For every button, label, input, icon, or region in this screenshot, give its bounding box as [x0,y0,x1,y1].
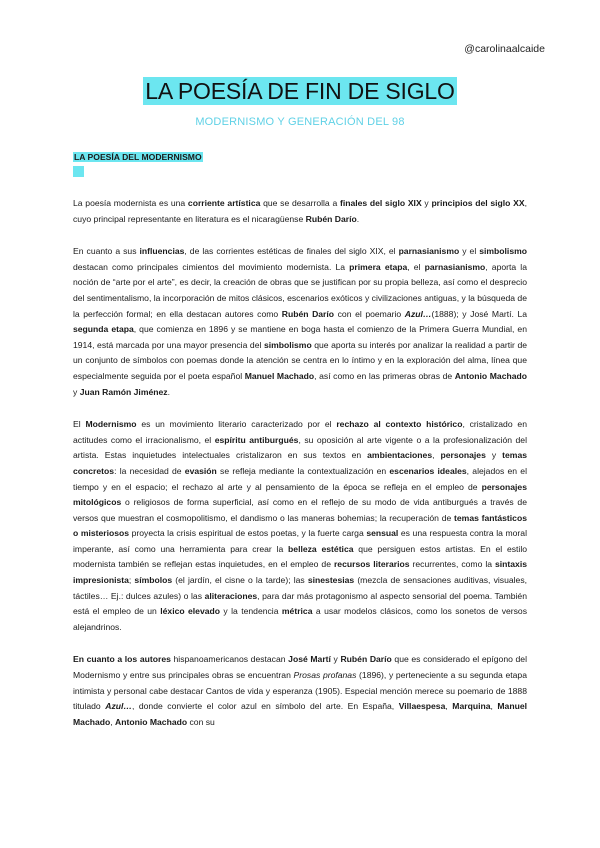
emphasis-bold: Antonio Machado [115,716,188,727]
emphasis-bold: léxico elevado [160,606,221,617]
emphasis-bold: En cuanto a los autores [73,654,171,665]
emphasis-bold: principios del siglo XX [431,198,525,208]
emphasis-bold: Manuel Machado [73,701,527,727]
emphasis-bold: belleza estética [288,543,354,554]
body-text [73,196,527,747]
emphasis-bold: símbolos [134,575,173,586]
emphasis-italic: Prosas profanas [293,670,357,681]
emphasis-bold: Modernismo [85,419,137,430]
emphasis-bold: sinestesias [307,575,355,586]
paragraph-intro: La poesía modernista es una corriente artística que se desarrolla a finales del siglo XIX y principios del siglo XX, cuyo principal representante en literatura es el nicaragüense Rubén Darío. [73,198,528,224]
emphasis-bold: personajes [440,450,486,461]
emphasis-bold: simbolismo [263,339,312,350]
emphasis-bold: segunda etapa [73,324,134,335]
title-container [0,77,600,105]
emphasis-bold: temas concretos [73,450,527,476]
page-subtitle: MODERNISMO Y GENERACIÓN DEL 98 [195,116,405,128]
emphasis-bold: evasión [184,465,217,476]
emphasis-bold: rechazo al contexto histórico [336,419,463,430]
emphasis-bold: sintaxis impresionista [73,559,528,586]
paragraph-characteristics: El Modernismo es un movimiento literario caracterizado por el rechazo al contexto histórico, cristalizado en actitudes como el irracionalismo, el espíritu antiburgués, su oposición al arte vigente o a la profesionalización del artista. Estas inquietudes intelectuales cristalizaron en sus textos en ambientaciones, personajes y temas concretos: la necesidad de evasión se refleja mediante la contextualización en escenarios ideales, alejados en el tiempo y en el espacio; el rechazo al arte y al pensamiento de la época se refleja en el empleo de personajes mitológicos o religiosos de forma superficial, así como en el reflejo de su modo de vida antiburgués a través de versos que muestran el cosmopolitismo, el dandismo o las maneras bohemias; la recuperación de temas fantásticos o misteriosos proyecta la crisis espiritual de estos poetas, y la fuerte carga sensual es una respuesta contra la moral imperante, así como una herramienta para crear la belleza estética que persiguen estos artistas. En el estilo modernista también se reflejan estas inquietudes, en el empleo de recursos literarios recurrentes, como la sintaxis impresionista; símbolos (el jardín, el cisne o la tarde); las sinestesias (mezcla de sensaciones auditivas, visuales, táctiles… Ej.: dulces azules) o las aliteraciones, para dar más protagonismo al aspecto sensorial del poema. También está el empleo de un léxico elevado y la tendencia métrica a usar modelos clásicos, como los sonetos de versos alejandrinos. [73,419,528,632]
emphasis-bold-italic: Azul… [105,701,132,712]
emphasis-bold: finales del siglo XIX [339,198,422,208]
emphasis-bold: corriente artística [187,198,261,208]
emphasis-bold: José Martí [288,654,331,665]
section-heading: LA POESÍA DEL MODERNISMO [74,152,202,162]
emphasis-bold: espíritu antiburgués [214,434,299,445]
emphasis-bold: Marquina [452,701,491,712]
emphasis-bold: sensual [366,528,399,539]
emphasis-bold-italic: Azul… [404,308,432,319]
emphasis-bold: simbolismo [479,246,527,257]
highlight-marker [73,166,84,177]
emphasis-bold: parnasianismo [398,246,460,257]
emphasis-bold: Rubén Darío [340,654,392,665]
emphasis-bold: Manuel Machado [244,370,315,381]
emphasis-bold: temas fantásticos o misteriosos [73,512,527,539]
emphasis-bold: recursos literarios [333,559,410,570]
emphasis-bold: parnasianismo [424,261,486,272]
emphasis-bold: aliteraciones [204,590,258,601]
emphasis-bold: Antonio Machado [454,370,527,381]
paragraph-authors: En cuanto a los autores hispanoamericanos destacan José Martí y Rubén Darío que es considerado el epígono del Modernismo y entre sus principales obras se encuentran Prosas profanas (1896), y perteneciente a su segunda etapa intimista y personal cabe destacar Cantos de vida y esperanza (1905). Especial mención merece su poemario de 1888 titulado Azul…, donde convierte el color azul en símbolo del arte. En España, Villaespesa, Marquina, Manuel Machado, Antonio Machado con su [73,654,527,727]
emphasis-bold: influencias [139,246,185,257]
emphasis-bold: personajes mitológicos [73,481,527,508]
emphasis-bold: Rubén Darío [305,213,357,224]
emphasis-bold: Juan Ramón Jiménez [79,386,168,397]
emphasis-bold: Rubén Darío [281,308,335,319]
paragraph-influences: En cuanto a sus influencias, de las corrientes estéticas de finales del siglo XIX, el parnasianismo y el simbolismo destacan como principales cimientos del movimiento modernista. La primera etapa, el parnasianismo, aporta la noción de “arte por el arte”, es decir, la creación de obras que se justifican por su propia belleza, así como el desprecio del sentimentalismo, la incorporación de mitos clásicos, escenarios exóticos y civilizaciones antiguas, y la búsqueda de la perfección formal; en ella destacan autores como Rubén Darío con el poemario Azul…(1888); y José Martí. La segunda etapa, que comienza en 1896 y se mantiene en boga hasta el comienzo de la Primera Guerra Mundial, en 1914, está marcada por una mayor presencia del simbolismo que aporta su interés por analizar la realidad a partir de un conjunto de símbolos con poemas donde la atención se centra en lo íntimo y en la exploración del alma, línea que especialmente seguida por el poeta español Manuel Machado, así como en las primeras obras de Antonio Machado y Juan Ramón Jiménez. [73,246,528,397]
emphasis-bold: Villaespesa [398,701,446,712]
emphasis-bold: escenarios ideales [389,465,467,476]
emphasis-bold: métrica [281,606,313,617]
emphasis-bold: primera etapa [349,261,408,272]
author-handle: @carolinaalcaide [464,43,545,55]
page-title: LA POESÍA DE FIN DE SIGLO [145,78,455,104]
emphasis-bold: ambientaciones [367,450,433,461]
